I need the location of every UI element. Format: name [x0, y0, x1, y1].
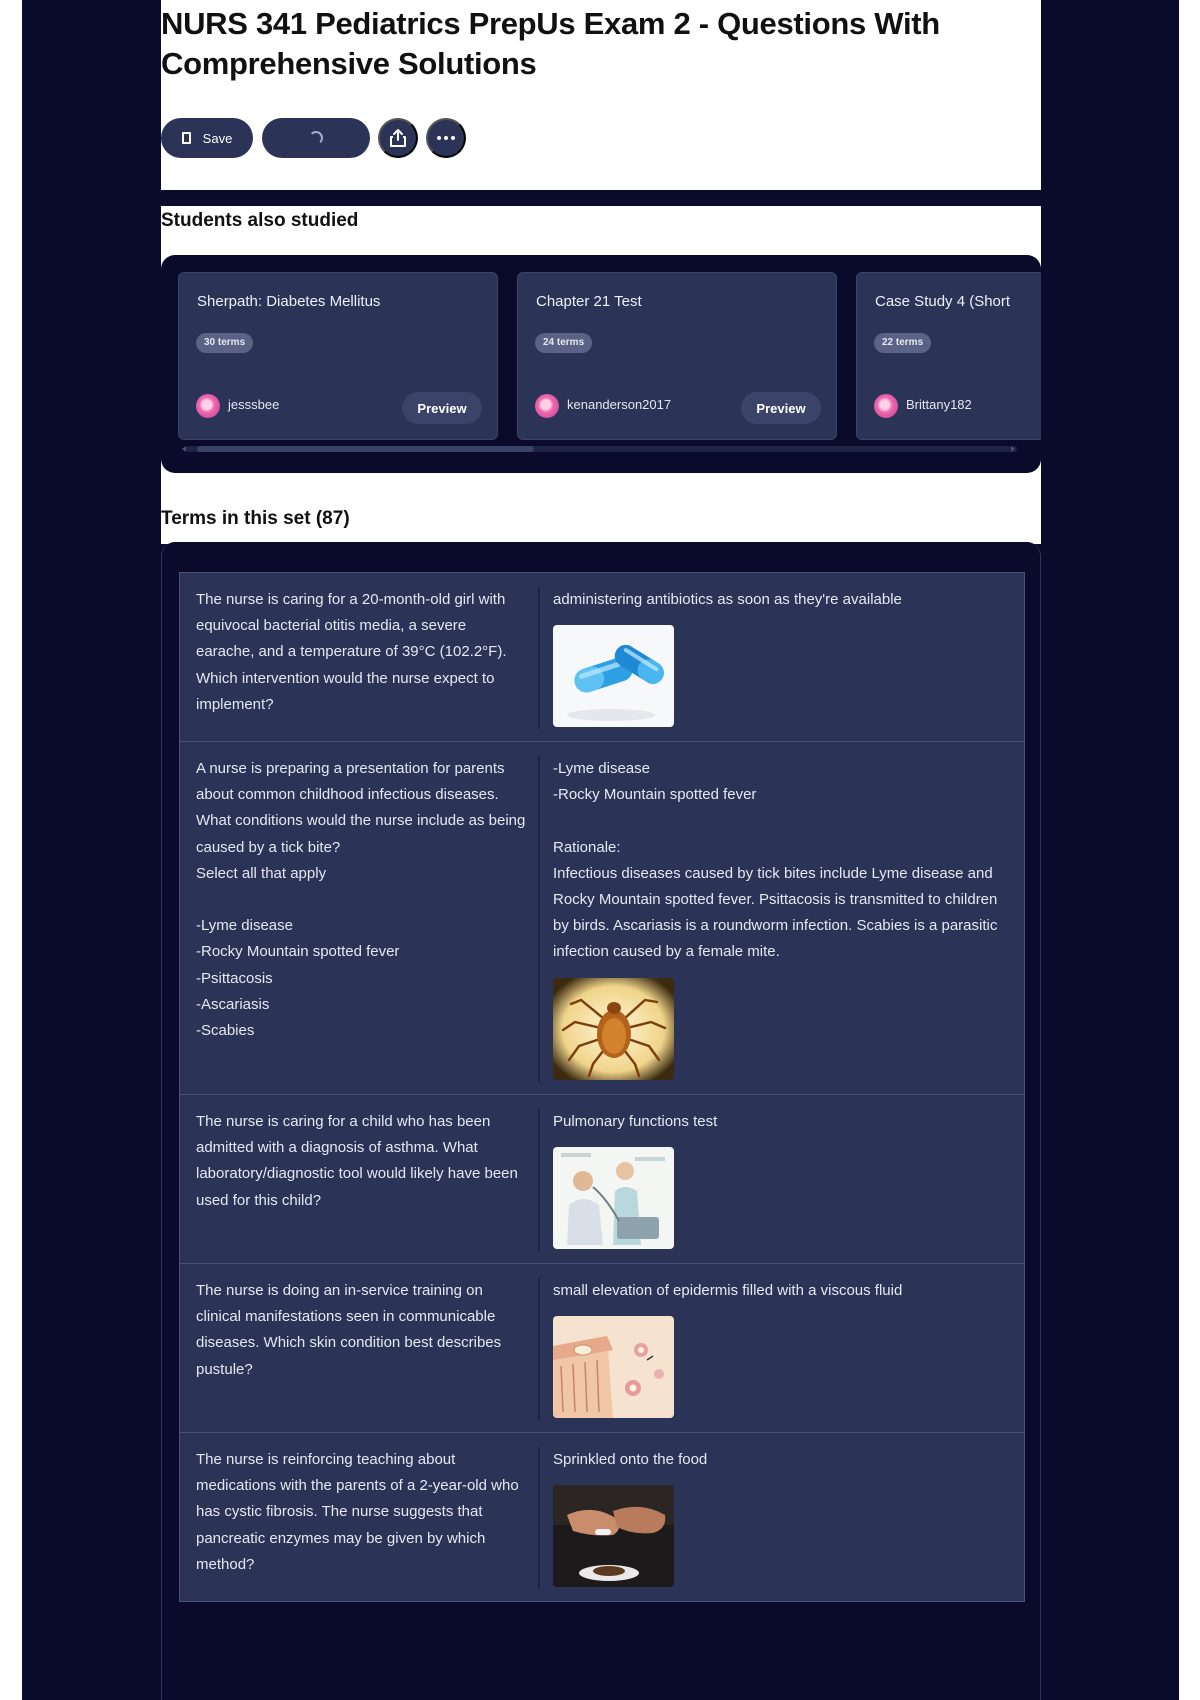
- carousel-scrollbar-thumb[interactable]: [197, 446, 534, 452]
- term-answer: Sprinkled onto the food: [553, 1451, 708, 1468]
- also-studied-heading: Students also studied: [161, 210, 359, 231]
- terms-panel: [161, 542, 1041, 1700]
- preview-button[interactable]: Preview: [402, 392, 482, 424]
- skin-pustule-illustration-icon[interactable]: [553, 1316, 674, 1418]
- term-row: [179, 1094, 1025, 1264]
- term-row: [179, 1263, 1025, 1433]
- terms-count-badge: 24 terms: [535, 333, 592, 353]
- avatar: [196, 394, 220, 418]
- row-divider: [538, 587, 540, 729]
- term-answer: Pulmonary functions test: [553, 1113, 718, 1130]
- term-question: A nurse is preparing a presentation for parents about common childhood infectious diseases. What conditions would the nurse include as being caused by a tick bite? Select all that apply -Lyme disease -Rocky Mountain spotted fever -Psittacosis -Ascariasis -Scabies: [196, 760, 526, 1040]
- study-set-card[interactable]: [517, 272, 837, 440]
- section-divider: [161, 190, 1041, 206]
- preview-button[interactable]: Preview: [741, 392, 821, 424]
- also-studied-carousel: [161, 255, 1041, 473]
- more-options-icon: [437, 136, 455, 140]
- term-row: [179, 741, 1025, 1095]
- username[interactable]: kenanderson2017: [567, 397, 672, 412]
- spirometry-illustration-icon[interactable]: [553, 1147, 674, 1249]
- term-row: [179, 572, 1025, 742]
- page-title: NURS 341 Pediatrics PrepUs Exam 2 - Questions With Comprehensive Solutions: [161, 6, 940, 81]
- term-answer: -Lyme disease -Rocky Mountain spotted fever Rationale: Infectious diseases caused by tick bites include Lyme disease and Rocky Mountain spotted fever. Psittacosis is transmitted to children by birds. Ascariasis is a roundworm infection. Scabies is a parasitic infection caused by a female mite.: [553, 760, 998, 961]
- card-title: Case Study 4 (Short: [875, 293, 1011, 310]
- share-icon: [389, 128, 407, 148]
- card-title: Chapter 21 Test: [536, 293, 642, 310]
- row-divider: [538, 756, 540, 1082]
- avatar: [874, 394, 898, 418]
- header-panel: [161, 0, 1041, 190]
- tick-icon[interactable]: [553, 978, 674, 1080]
- card-title: Sherpath: Diabetes Mellitus: [197, 293, 381, 310]
- scroll-right-icon[interactable]: [1011, 446, 1015, 452]
- terms-count-badge: 30 terms: [196, 333, 253, 353]
- term-question: The nurse is doing an in-service training on clinical manifestations seen in communicable diseases. Which skin condition best describes pustule?: [196, 1282, 502, 1378]
- term-question: The nurse is caring for a child who has been admitted with a diagnosis of asthma. What laboratory/diagnostic tool would likely have been used for this child?: [196, 1113, 518, 1209]
- row-divider: [538, 1278, 540, 1420]
- save-label: Save: [202, 130, 233, 146]
- action-bar: [161, 117, 474, 159]
- study-set-card[interactable]: [856, 272, 1041, 440]
- more-options-button[interactable]: [426, 118, 466, 158]
- share-button[interactable]: [378, 118, 418, 158]
- loading-button[interactable]: [262, 118, 370, 158]
- term-question: The nurse is reinforcing teaching about medications with the parents of a 2-year-old who has cystic fibrosis. The nurse suggests that pancreatic enzymes may be given by which method?: [196, 1451, 519, 1573]
- study-set-card[interactable]: [178, 272, 498, 440]
- term-answer: administering antibiotics as soon as they're available: [553, 591, 902, 608]
- terms-count-badge: 22 terms: [874, 333, 931, 353]
- scroll-left-icon[interactable]: [182, 446, 186, 452]
- username[interactable]: Brittany182: [906, 397, 972, 412]
- row-divider: [538, 1109, 540, 1251]
- avatar: [535, 394, 559, 418]
- term-row: [179, 1432, 1025, 1602]
- bookmark-icon: [182, 132, 191, 144]
- terms-heading: Terms in this set (87): [161, 508, 350, 529]
- hands-sprinkling-food-icon[interactable]: [553, 1485, 674, 1587]
- terms-header: [161, 488, 1041, 544]
- capsules-icon[interactable]: [553, 625, 674, 727]
- spinner-icon: [309, 131, 323, 145]
- save-button[interactable]: [161, 118, 253, 158]
- username[interactable]: jesssbee: [228, 397, 280, 412]
- term-question: The nurse is caring for a 20-month-old girl with equivocal bacterial otitis media, a severe earache, and a temperature of 39°C (102.2°F). Which intervention would the nurse expect to implement?: [196, 591, 507, 713]
- term-answer: small elevation of epidermis filled with a viscous fluid: [553, 1282, 903, 1299]
- row-divider: [538, 1447, 540, 1589]
